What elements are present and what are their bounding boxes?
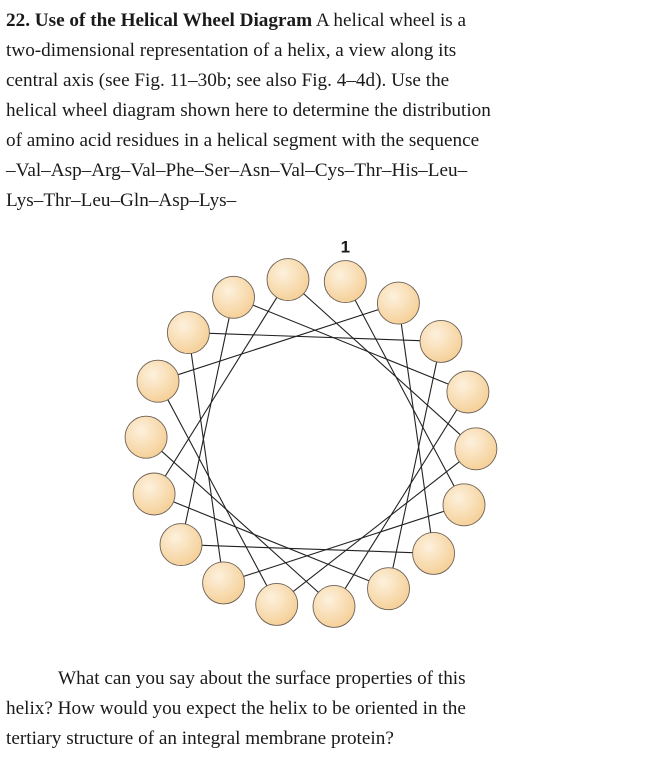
question-line-3: tertiary structure of an integral membrane protein? bbox=[6, 728, 394, 749]
residue-circle-12 bbox=[377, 282, 419, 324]
residue-circle-14 bbox=[160, 524, 202, 566]
sequence-line-2: Lys–Thr–Leu–Gln–Asp–Lys– bbox=[6, 190, 237, 211]
residue-circle-15 bbox=[213, 276, 255, 318]
residue-positions bbox=[125, 259, 497, 628]
question-line-1: What can you say about the surface properties of this bbox=[58, 668, 466, 689]
residue-circle-3 bbox=[203, 562, 245, 604]
residue-circle-11 bbox=[137, 360, 179, 402]
residue-circle-6 bbox=[368, 568, 410, 610]
problem-line-2: two-dimensional representation of a helix, a view along its bbox=[6, 40, 457, 61]
residue-circle-17 bbox=[313, 585, 355, 627]
residue-circle-18 bbox=[125, 416, 167, 458]
residue-circle-8 bbox=[267, 259, 309, 301]
problem-line-3: central axis (see Fig. 11–30b; see also Fig. 4–4d). Use the bbox=[6, 70, 450, 91]
residue-circle-13 bbox=[413, 532, 455, 574]
problem-number: 22. bbox=[6, 10, 30, 31]
residue-circle-16 bbox=[447, 371, 489, 413]
residue-circle-7 bbox=[133, 473, 175, 515]
residue-circle-10 bbox=[256, 583, 298, 625]
question-text bbox=[6, 664, 636, 754]
question-line-2: helix? How would you expect the helix to be oriented in the bbox=[6, 698, 466, 719]
residue-circle-9 bbox=[455, 428, 497, 470]
residue-circle-2 bbox=[443, 484, 485, 526]
residue-circle-1 bbox=[324, 261, 366, 303]
residue-circle-4 bbox=[167, 312, 209, 354]
residue-1-label: 1 bbox=[340, 237, 351, 257]
problem-text: A helical wheel is a bbox=[315, 10, 467, 31]
residue-circle-5 bbox=[420, 320, 462, 362]
sequence-line-1: –Val–Asp–Arg–Val–Phe–Ser–Asn–Val–Cys–Thr–His–Leu– bbox=[6, 160, 468, 181]
problem-line-5: of amino acid residues in a helical segment with the sequence bbox=[6, 130, 480, 151]
problem-title: Use of the Helical Wheel Diagram bbox=[34, 10, 313, 31]
problem-line-4: helical wheel diagram shown here to determine the distribution bbox=[6, 100, 491, 121]
